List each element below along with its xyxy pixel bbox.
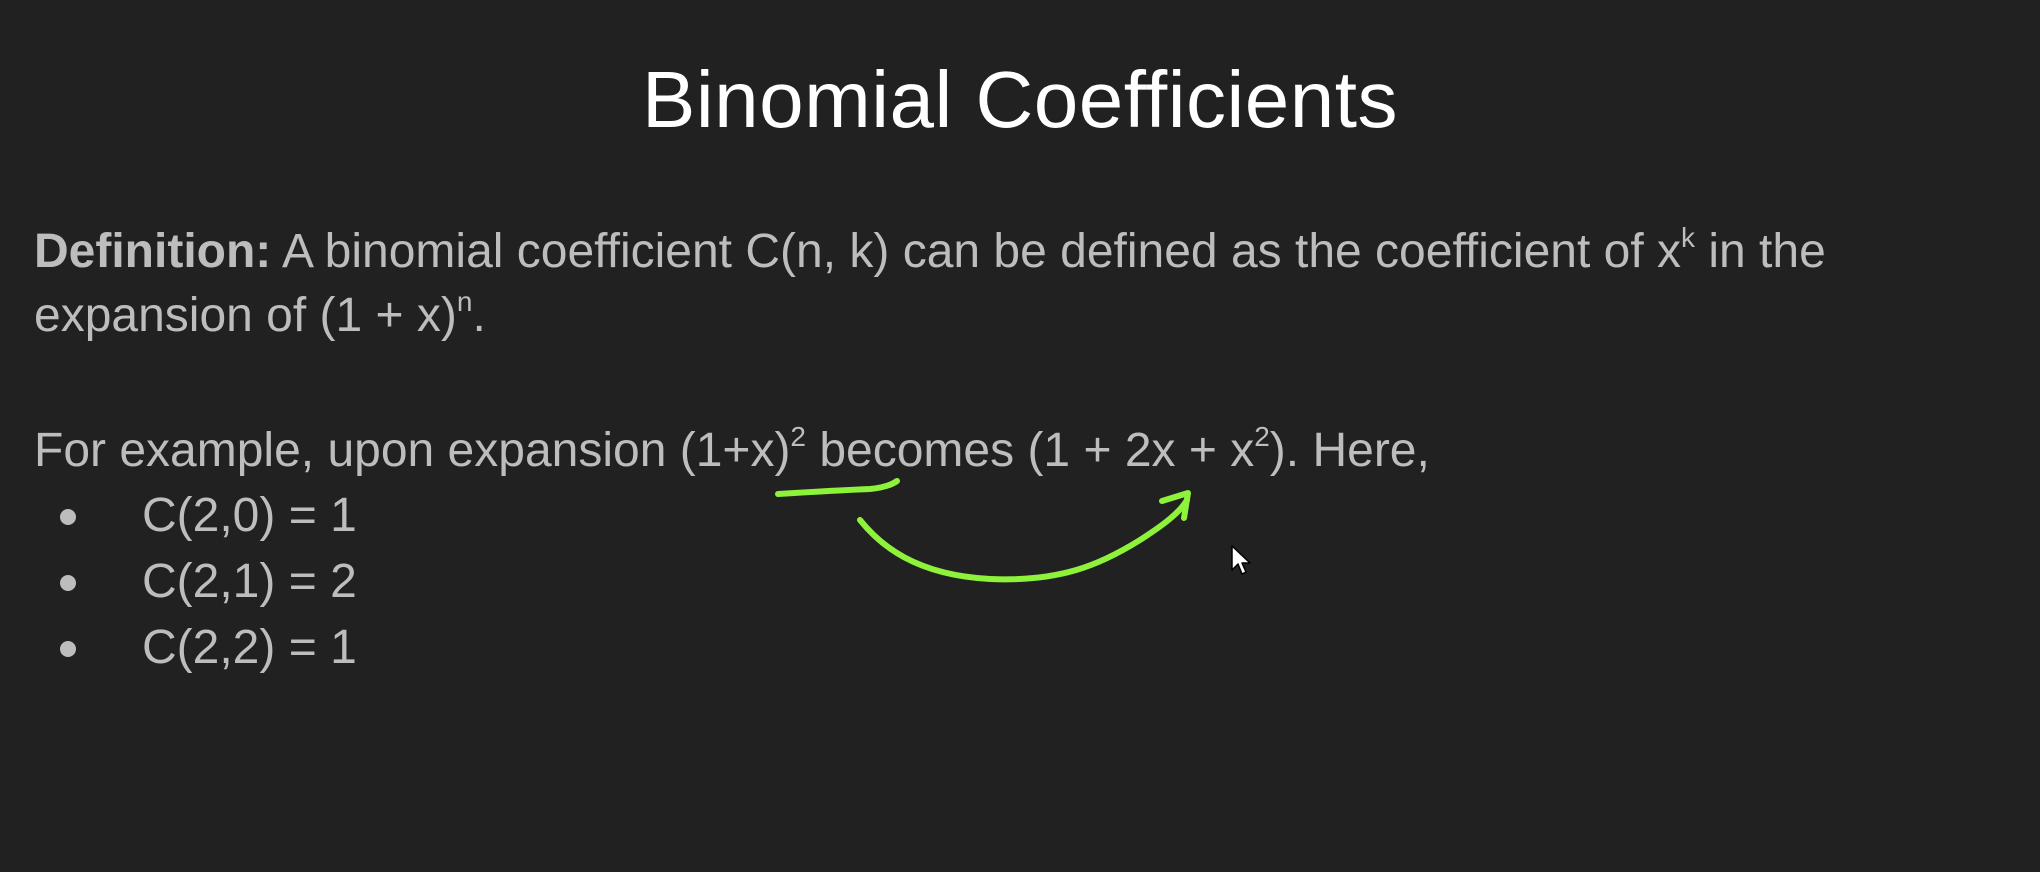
list-item-text: C(2,1) = 2 bbox=[142, 555, 357, 608]
definition-superscript-k: k bbox=[1681, 222, 1695, 253]
definition-text-2: in the expansion of (1 + x) bbox=[34, 225, 1826, 342]
definition-paragraph bbox=[34, 220, 2014, 348]
bullet-icon bbox=[60, 509, 76, 525]
mouse-pointer-icon bbox=[1230, 544, 1252, 578]
example-text-2: becomes (1 + 2x + x bbox=[806, 424, 1255, 477]
arrowhead-stroke bbox=[1162, 493, 1188, 518]
example-text-1: For example, upon expansion (1+x) bbox=[34, 424, 791, 477]
bullet-icon bbox=[60, 641, 76, 657]
definition-text-3: . bbox=[472, 289, 486, 342]
example-superscript-1: 2 bbox=[790, 421, 806, 452]
bullet-icon bbox=[60, 575, 76, 591]
example-superscript-2: 2 bbox=[1254, 421, 1270, 452]
slide-title: Binomial Coefficients bbox=[641, 55, 1399, 144]
definition-label: Definition: bbox=[34, 225, 272, 278]
list-item-text: C(2,0) = 1 bbox=[142, 489, 357, 542]
example-paragraph bbox=[34, 419, 1430, 483]
definition-superscript-n: n bbox=[456, 286, 473, 317]
definition-text-1: A binomial coefficient C(n, k) can be defined as the coefficient of x bbox=[271, 225, 1681, 278]
list-item-text: C(2,2) = 1 bbox=[142, 621, 357, 674]
example-text-3: ). Here, bbox=[1269, 424, 1430, 477]
curved-arrow-stroke bbox=[860, 500, 1187, 579]
